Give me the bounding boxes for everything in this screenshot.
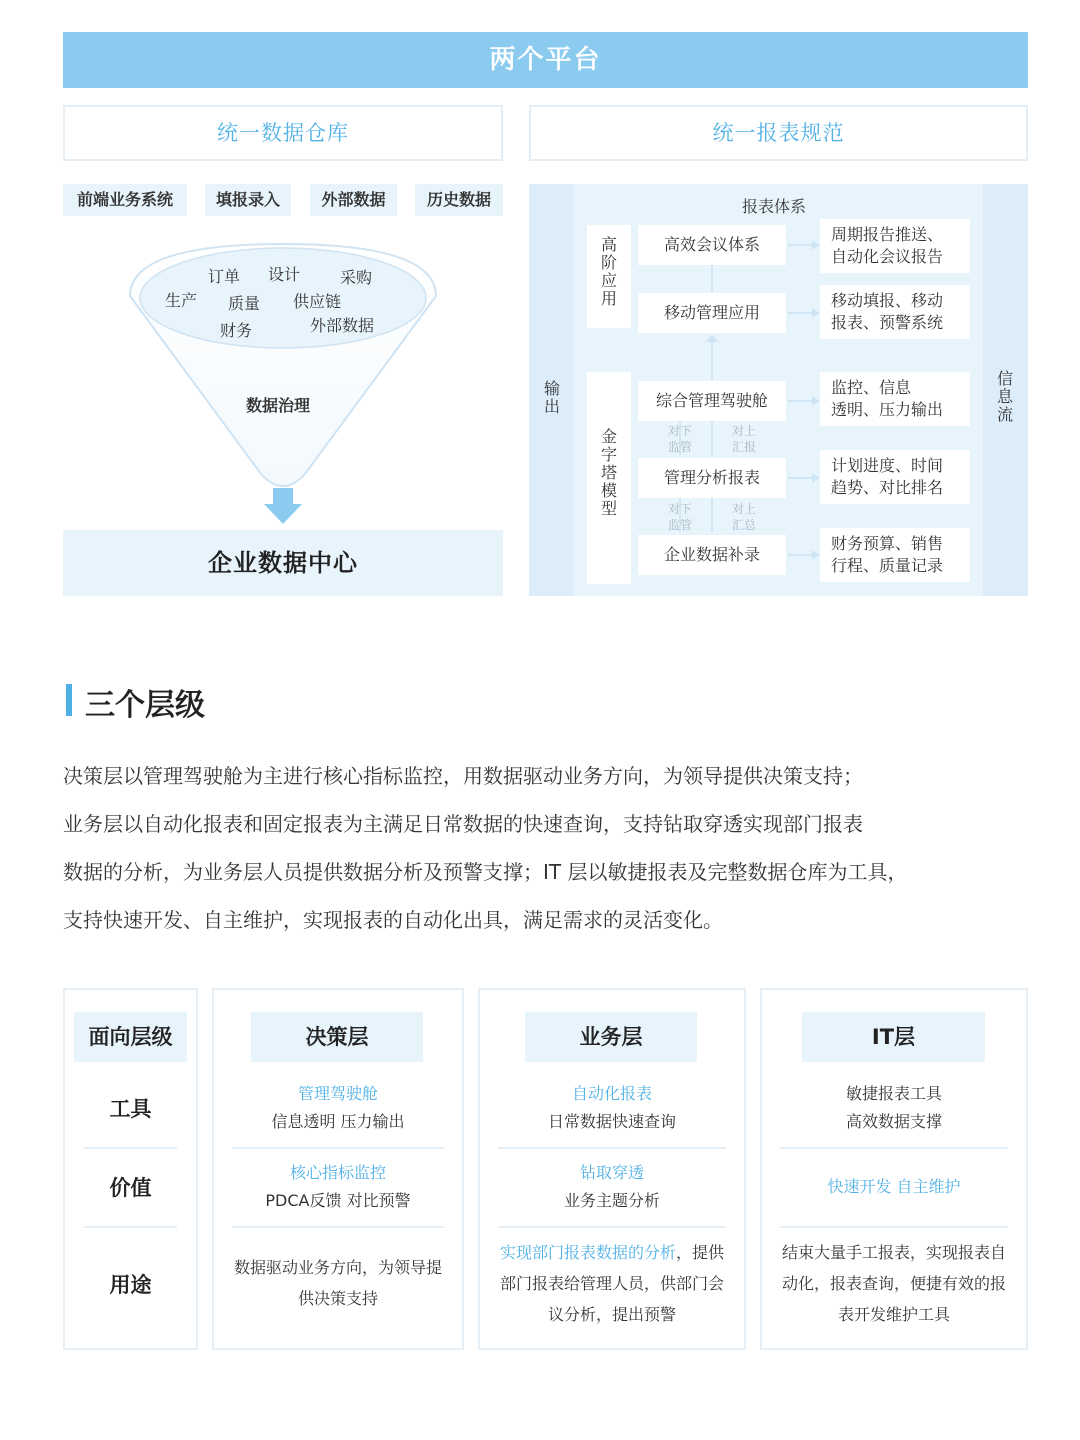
tag-fill-entry: 填报录入 — [205, 184, 291, 216]
tag-frontend: 前端业务系统 — [63, 184, 187, 216]
header-it: IT层 — [802, 1012, 985, 1062]
desc-data-entry: 财务预算、销售 行程、质量记录 — [820, 528, 970, 582]
desc-cockpit: 监控、信息 透明、压力输出 — [820, 372, 970, 426]
header-business: 业务层 — [525, 1012, 697, 1062]
desc-analysis: 计划进度、时间 趋势、对比排名 — [820, 450, 970, 504]
section-paragraph: 决策层以管理驾驶舱为主进行核心指标监控，用数据驱动业务方向，为领导提供决策支持； 业务层以自动化报表和固定报表为主满足日常数据的快速查询，支持钻取穿透实现部门报表 数据的分析，为业务层人员提供数据分析及预警支撑；IT 层以敏捷报表及完整数据仓库为工具， 支持快速开发、自主维护，实现报表的自动化出具，满足需求的灵活变化。 — [63, 764, 908, 932]
analysis-report-box: 管理分析报表 — [638, 458, 786, 498]
tag-history: 历史数据 — [415, 184, 503, 216]
report-standard-title: 统一报表规范 — [529, 105, 1028, 161]
source-order: 订单 — [208, 267, 241, 286]
data-governance-label: 数据治理 — [246, 396, 311, 415]
decision-use: 数据驱动业务方向，为领导提供决策支持 — [233, 1258, 442, 1308]
it-tool: 敏捷报表工具 高效数据支撑 — [845, 1084, 942, 1131]
flow-up-1: 对上 汇报 — [731, 424, 756, 454]
platform-banner: 两个平台 — [63, 32, 1028, 88]
source-external: 外部数据 — [310, 316, 375, 335]
tag-external: 外部数据 — [310, 184, 397, 216]
mobile-app-box: 移动管理应用 — [638, 293, 786, 333]
enterprise-data-center: 企业数据中心 — [63, 530, 503, 596]
high-app-label: 高阶应用 — [600, 235, 617, 308]
header-label: 面向层级 — [74, 1012, 187, 1062]
business-tool: 自动化报表 日常数据快速查询 — [547, 1084, 676, 1131]
row-label-tool: 工具 — [109, 1097, 152, 1121]
header-decision: 决策层 — [251, 1012, 423, 1062]
it-value: 快速开发 自主维护 — [827, 1177, 961, 1196]
desc-mobile: 移动填报、移动 报表、预警系统 — [820, 285, 970, 339]
data-entry-box: 企业数据补录 — [638, 535, 786, 575]
it-use: 结束大量手工报表，实现报表自动化，报表查询，便捷有效的报表开发维护工具 — [781, 1243, 1006, 1324]
pyramid-label: 金字塔模型 — [600, 427, 617, 518]
desc-meeting: 周期报告推送、 自动化会议报告 — [820, 219, 970, 273]
report-system-title: 报表体系 — [742, 197, 807, 216]
flow-up-2: 对上 汇总 — [731, 502, 756, 532]
flow-down-1: 对下 监管 — [667, 424, 692, 454]
source-finance: 财务 — [220, 321, 253, 340]
business-use: 实现部门报表数据的分析，提供部门报表给管理人员，供部门会议分析，提出预警 — [499, 1243, 725, 1324]
meeting-system-box: 高效会议体系 — [638, 225, 786, 265]
business-value: 钻取穿透 业务主题分析 — [563, 1163, 660, 1210]
section-accent-bar — [66, 684, 72, 716]
info-flow-label: 信息流 — [996, 369, 1013, 424]
source-production: 生产 — [165, 291, 198, 310]
source-purchase: 采购 — [340, 268, 373, 287]
source-design: 设计 — [268, 265, 301, 284]
source-supply-chain: 供应链 — [293, 292, 342, 311]
data-warehouse-title: 统一数据仓库 — [63, 105, 503, 161]
down-arrow-icon — [264, 488, 302, 524]
row-label-value: 价值 — [109, 1176, 152, 1200]
cockpit-box: 综合管理驾驶舱 — [638, 381, 786, 421]
decision-tool: 管理驾驶舱 信息透明 压力输出 — [271, 1084, 405, 1131]
flow-down-2: 对下 监管 — [667, 502, 692, 532]
decision-value: 核心指标监控 PDCA反馈 对比预警 — [265, 1163, 411, 1210]
section-title: 三个层级 — [85, 688, 205, 723]
output-label: 输出 — [543, 379, 560, 416]
source-quality: 质量 — [228, 294, 261, 313]
row-label-use: 用途 — [109, 1273, 152, 1297]
